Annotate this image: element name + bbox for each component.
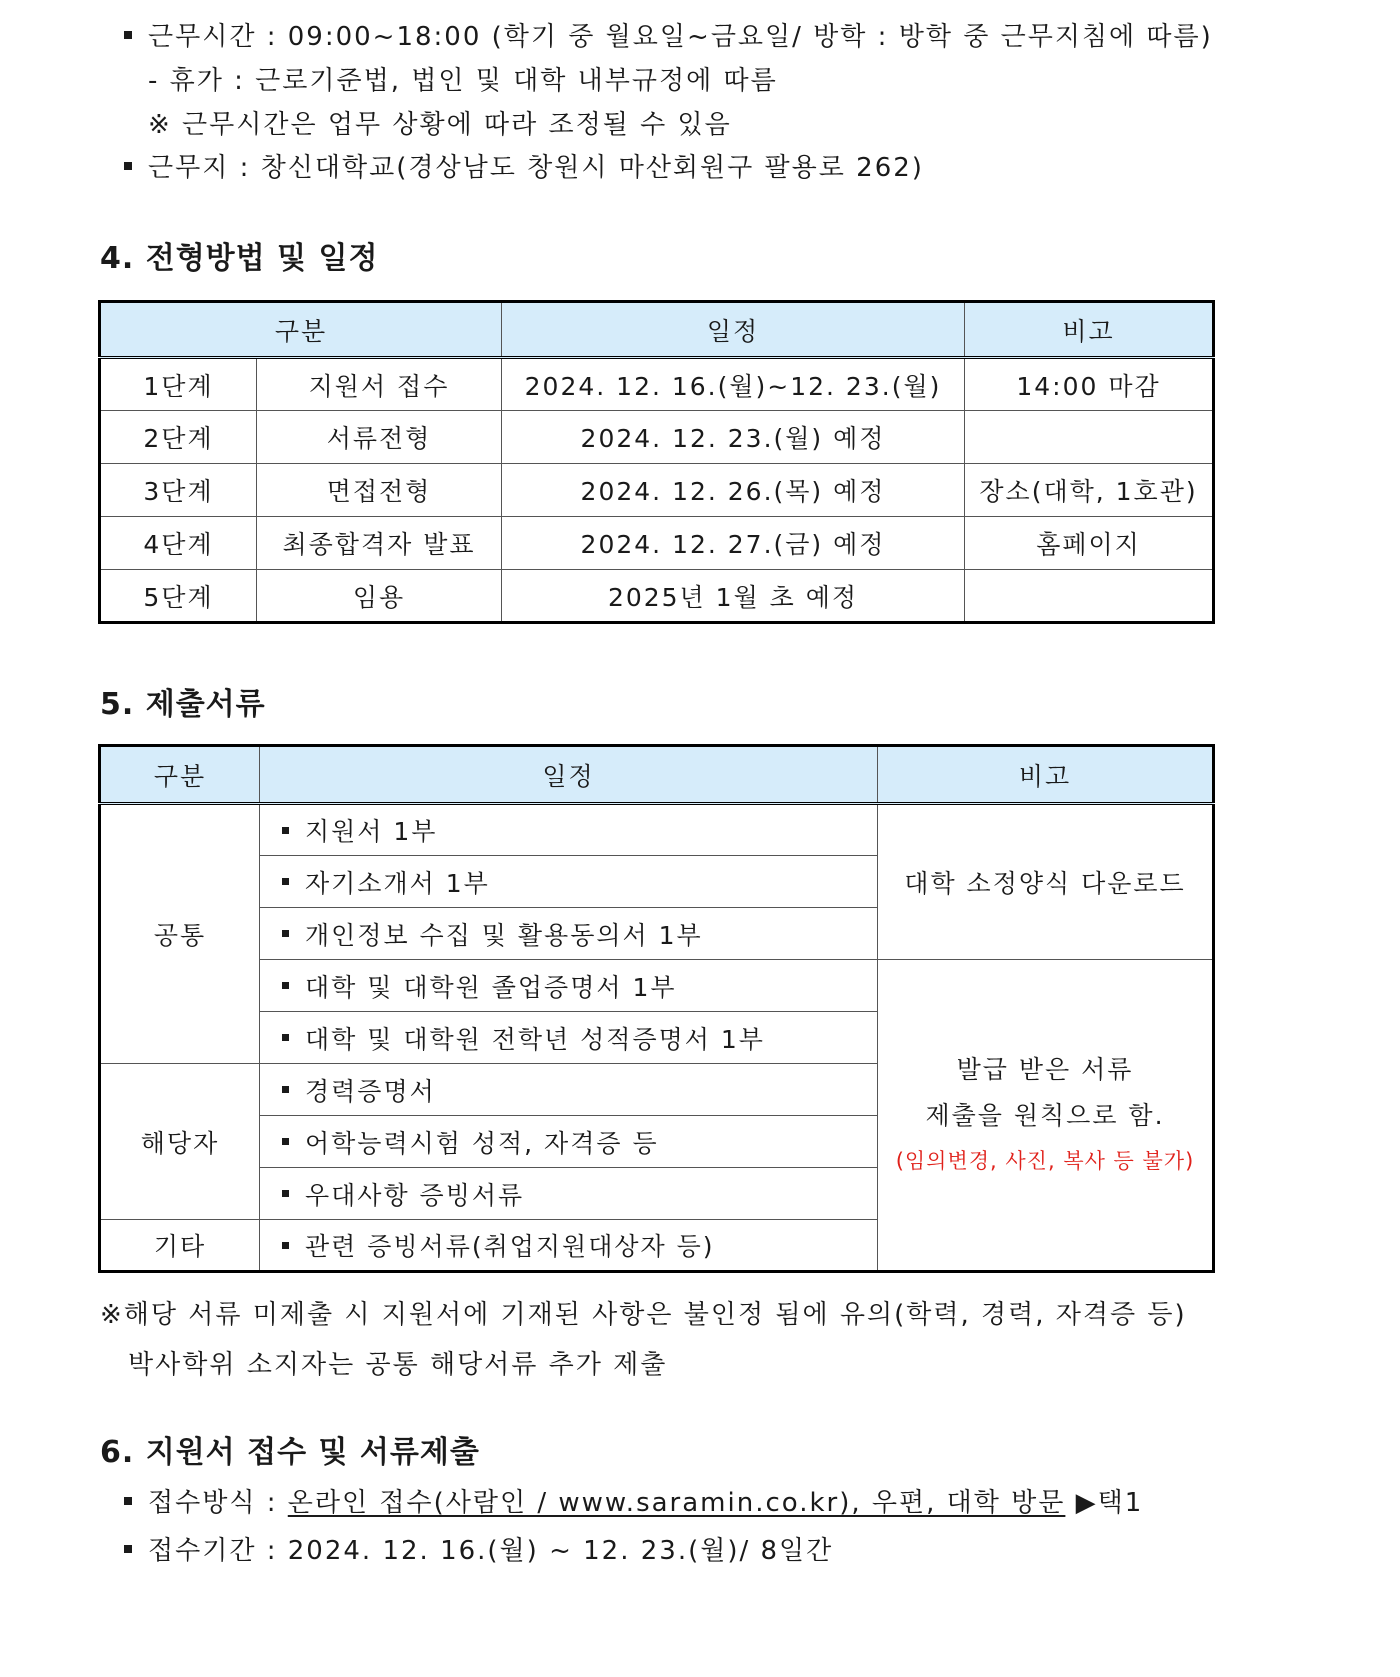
stage-name-cell: 최종합격자 발표 (257, 517, 502, 570)
stage-date-cell: 2024. 12. 27.(금) 예정 (502, 517, 965, 570)
leave-line: - 휴가 : 근로기준법, 법인 및 대학 내부규정에 따름 (148, 66, 778, 96)
table-row (100, 804, 1214, 856)
schedule-table (98, 300, 1215, 624)
stage-name-cell: 면접전형 (257, 464, 502, 517)
document-item: 개인정보 수집 및 활용동의서 1부 (260, 908, 878, 960)
bullet-icon (124, 162, 132, 170)
section4-heading: 4. 전형방법 및 일정 (100, 241, 379, 276)
stage-note-cell (965, 570, 1214, 623)
note-issued-line-2: 제출을 원칙으로 함. (925, 1101, 1165, 1130)
stage-cell: 1단계 (100, 358, 257, 411)
document-item: 어학능력시험 성적, 자격증 등 (260, 1116, 878, 1168)
table-row (100, 960, 1214, 1012)
schedule-header-date: 일정 (502, 302, 965, 358)
documents-footnote-2: 박사학위 소지자는 공통 해당서류 추가 제출 (128, 1350, 668, 1380)
schedule-header-category: 구분 (100, 302, 502, 358)
documents-header-note: 비고 (878, 746, 1214, 804)
stage-cell: 4단계 (100, 517, 257, 570)
category-common-cell: 공통 (100, 804, 260, 1064)
bullet-icon (282, 1086, 289, 1093)
section6-heading: 6. 지원서 접수 및 서류제출 (100, 1435, 480, 1470)
stage-cell: 5단계 (100, 570, 257, 623)
stage-name-cell: 임용 (257, 570, 502, 623)
work-location-line: 근무지 : 창신대학교(경상남도 창원시 마산회원구 팔용로 262) (124, 155, 924, 181)
section5-heading: 5. 제출서류 (100, 687, 266, 722)
stage-name-cell: 서류전형 (257, 411, 502, 464)
table-row (100, 464, 1214, 517)
bullet-icon (124, 31, 132, 39)
stage-note-cell (965, 411, 1214, 464)
document-item: 우대사항 증빙서류 (260, 1168, 878, 1220)
document-item: 지원서 1부 (260, 804, 878, 856)
category-etc-cell: 기타 (100, 1220, 260, 1272)
note-download-cell: 대학 소정양식 다운로드 (878, 804, 1214, 960)
submission-method-line: 접수방식 : 온라인 접수(사람인 / www.saramin.co.kr), 우편, 대학 방문 ▶택1 (124, 1490, 1143, 1516)
table-row (100, 570, 1214, 623)
document-item: 경력증명서 (260, 1064, 878, 1116)
submission-method-link[interactable]: 온라인 접수(사람인 / www.saramin.co.kr), 우편, 대학 방문 (287, 1488, 1066, 1518)
submission-period-line: 접수기간 : 2024. 12. 16.(월) ~ 12. 23.(월)/ 8일간 (124, 1538, 833, 1564)
stage-name-cell: 지원서 접수 (257, 358, 502, 411)
bullet-icon (282, 982, 289, 989)
bullet-icon (282, 827, 289, 834)
documents-table (98, 744, 1215, 1273)
bullet-icon (282, 1138, 289, 1145)
bullet-icon (282, 878, 289, 885)
category-applicable-cell: 해당자 (100, 1064, 260, 1220)
bullet-icon (282, 1242, 289, 1249)
note-issued-line-1: 발급 받은 서류 (956, 1055, 1134, 1084)
bullet-icon (282, 930, 289, 937)
documents-footnote-1: ※해당 서류 미제출 시 지원서에 기재된 사항은 불인정 됨에 유의(학력, 경력, 자격증 등) (100, 1300, 1187, 1330)
stage-cell: 3단계 (100, 464, 257, 517)
document-item: 관련 증빙서류(취업지원대상자 등) (260, 1220, 878, 1272)
work-hours-line: 근무시간 : 09:00~18:00 (학기 중 월요일~금요일/ 방학 : 방학 중 근무지침에 따름) (124, 24, 1213, 50)
stage-cell: 2단계 (100, 411, 257, 464)
stage-date-cell: 2024. 12. 16.(월)~12. 23.(월) (502, 358, 965, 411)
document-item: 대학 및 대학원 전학년 성적증명서 1부 (260, 1012, 878, 1064)
stage-note-cell: 홈페이지 (965, 517, 1214, 570)
schedule-header-note: 비고 (965, 302, 1214, 358)
hours-note-line: ※ 근무시간은 업무 상황에 따라 조정될 수 있음 (148, 110, 732, 140)
table-row (100, 411, 1214, 464)
note-issued-warning: (임의변경, 사진, 복사 등 불가) (895, 1149, 1195, 1173)
document-item: 자기소개서 1부 (260, 856, 878, 908)
table-row (100, 517, 1214, 570)
schedule-header-row (100, 302, 1214, 358)
documents-header-row (100, 746, 1214, 804)
bullet-icon (282, 1034, 289, 1041)
table-row (100, 358, 1214, 411)
note-issued-cell (878, 960, 1214, 1272)
stage-date-cell: 2025년 1월 초 예정 (502, 570, 965, 623)
bullet-icon (282, 1190, 289, 1197)
stage-note-cell: 14:00 마감 (965, 358, 1214, 411)
stage-date-cell: 2024. 12. 23.(월) 예정 (502, 411, 965, 464)
bullet-icon (124, 1545, 132, 1553)
document-item: 대학 및 대학원 졸업증명서 1부 (260, 960, 878, 1012)
documents-header-category: 구분 (100, 746, 260, 804)
documents-header-items: 일정 (260, 746, 878, 804)
stage-note-cell: 장소(대학, 1호관) (965, 464, 1214, 517)
stage-date-cell: 2024. 12. 26.(목) 예정 (502, 464, 965, 517)
bullet-icon (124, 1497, 132, 1505)
